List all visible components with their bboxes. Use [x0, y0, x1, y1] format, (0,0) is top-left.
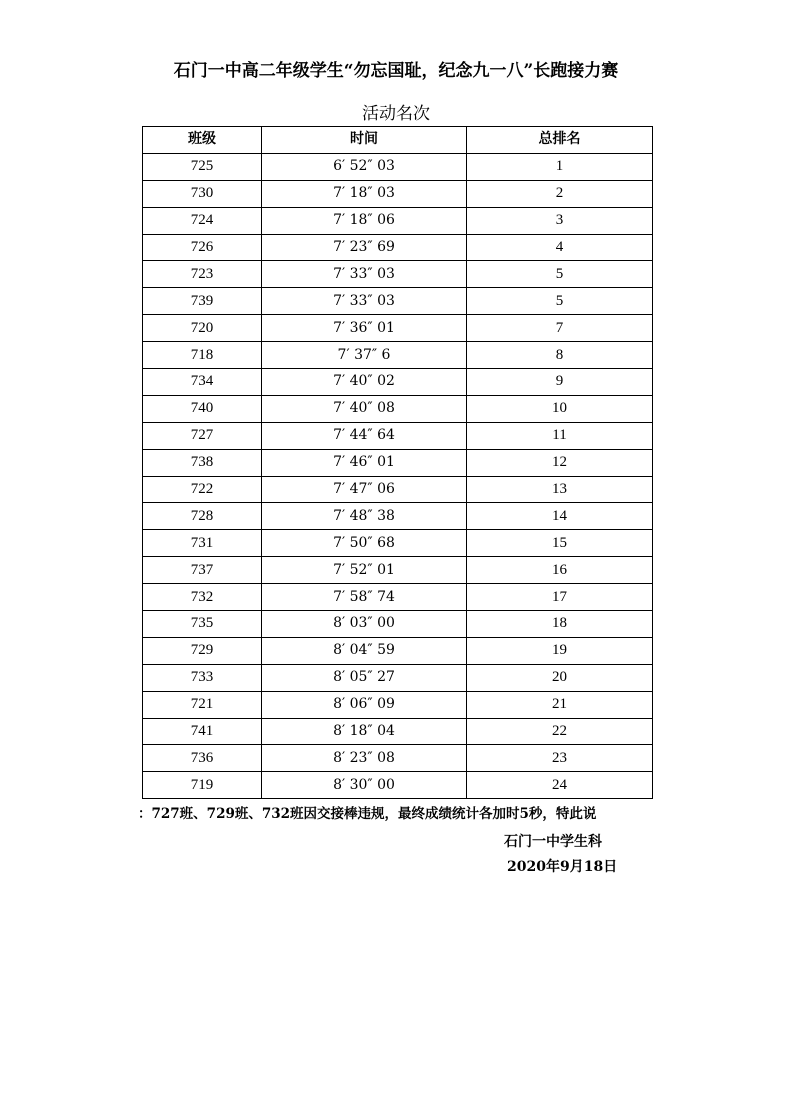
cell-class: 726: [143, 234, 262, 261]
cell-time: 8′ 30″ 00: [262, 772, 467, 799]
table-row: [143, 449, 653, 476]
cell-time: 7′ 40″ 08: [262, 395, 467, 422]
cell-time: 7′ 36″ 01: [262, 315, 467, 342]
cell-rank: 8: [467, 342, 653, 369]
cell-rank: 20: [467, 664, 653, 691]
cell-class: 736: [143, 745, 262, 772]
cell-class: 732: [143, 584, 262, 611]
cell-class: 724: [143, 207, 262, 234]
cell-rank: 10: [467, 395, 653, 422]
cell-time: 8′ 04″ 59: [262, 637, 467, 664]
cell-rank: 7: [467, 315, 653, 342]
issue-date: 2020年9月18日: [507, 859, 618, 875]
cell-rank: 15: [467, 530, 653, 557]
cell-class: 733: [143, 664, 262, 691]
cell-class: 721: [143, 691, 262, 718]
cell-class: 728: [143, 503, 262, 530]
cell-rank: 22: [467, 718, 653, 745]
cell-time: 7′ 52″ 01: [262, 557, 467, 584]
cell-time: 7′ 48″ 38: [262, 503, 467, 530]
cell-time: 8′ 18″ 04: [262, 718, 467, 745]
cell-rank: 2: [467, 180, 653, 207]
results-table: [142, 126, 653, 799]
cell-class: 740: [143, 395, 262, 422]
table-row: [143, 557, 653, 584]
cell-time: 7′ 18″ 03: [262, 180, 467, 207]
cell-rank: 18: [467, 611, 653, 638]
cell-rank: 11: [467, 422, 653, 449]
cell-time: 7′ 23″ 69: [262, 234, 467, 261]
table-row: [143, 772, 653, 799]
cell-rank: 5: [467, 261, 653, 288]
cell-time: 7′ 46″ 01: [262, 449, 467, 476]
table-row: [143, 611, 653, 638]
cell-time: 8′ 03″ 00: [262, 611, 467, 638]
cell-class: 735: [143, 611, 262, 638]
cell-rank: 23: [467, 745, 653, 772]
cell-time: 7′ 40″ 02: [262, 369, 467, 396]
cell-time: 7′ 18″ 06: [262, 207, 467, 234]
cell-rank: 24: [467, 772, 653, 799]
table-row: [143, 745, 653, 772]
document-title: 石门一中高二年级学生“勿忘国耻，纪念九一八”长跑接力赛: [173, 61, 619, 81]
cell-time: 7′ 58″ 74: [262, 584, 467, 611]
cell-class: 734: [143, 369, 262, 396]
cell-class: 731: [143, 530, 262, 557]
table-row: [143, 503, 653, 530]
cell-rank: 13: [467, 476, 653, 503]
cell-class: 720: [143, 315, 262, 342]
cell-time: 8′ 06″ 09: [262, 691, 467, 718]
cell-rank: 21: [467, 691, 653, 718]
cell-rank: 14: [467, 503, 653, 530]
table-row: [143, 637, 653, 664]
cell-class: 718: [143, 342, 262, 369]
cell-rank: 1: [467, 153, 653, 180]
cell-rank: 19: [467, 637, 653, 664]
table-row: [143, 664, 653, 691]
table-row: [143, 315, 653, 342]
cell-class: 737: [143, 557, 262, 584]
table-row: [143, 395, 653, 422]
cell-rank: 16: [467, 557, 653, 584]
cell-class: 729: [143, 637, 262, 664]
table-row: [143, 207, 653, 234]
header-time: 时间: [262, 127, 467, 154]
cell-time: 7′ 33″ 03: [262, 261, 467, 288]
note-text: ：727班、729班、732班因交接棒违规，最终成绩统计各加时5秒，特此说: [138, 806, 597, 822]
cell-class: 741: [143, 718, 262, 745]
cell-class: 719: [143, 772, 262, 799]
issuer: 石门一中学生科: [504, 834, 602, 850]
table-row: [143, 342, 653, 369]
table-body: [143, 153, 653, 798]
cell-rank: 3: [467, 207, 653, 234]
cell-time: 7′ 50″ 68: [262, 530, 467, 557]
cell-time: 7′ 44″ 64: [262, 422, 467, 449]
cell-time: 6′ 52″ 03: [262, 153, 467, 180]
table-header-row: [143, 127, 653, 154]
cell-rank: 9: [467, 369, 653, 396]
cell-time: 8′ 23″ 08: [262, 745, 467, 772]
cell-rank: 17: [467, 584, 653, 611]
document-subtitle: 活动名次: [362, 104, 430, 124]
cell-class: 739: [143, 288, 262, 315]
cell-rank: 5: [467, 288, 653, 315]
table-row: [143, 261, 653, 288]
table-row: [143, 584, 653, 611]
cell-time: 7′ 33″ 03: [262, 288, 467, 315]
cell-class: 738: [143, 449, 262, 476]
table-row: [143, 691, 653, 718]
cell-time: 7′ 47″ 06: [262, 476, 467, 503]
header-rank: 总排名: [467, 127, 653, 154]
table-row: [143, 234, 653, 261]
cell-class: 730: [143, 180, 262, 207]
cell-class: 727: [143, 422, 262, 449]
cell-class: 725: [143, 153, 262, 180]
table-row: [143, 530, 653, 557]
table-row: [143, 718, 653, 745]
cell-time: 8′ 05″ 27: [262, 664, 467, 691]
cell-rank: 12: [467, 449, 653, 476]
table-row: [143, 476, 653, 503]
table-row: [143, 422, 653, 449]
cell-class: 723: [143, 261, 262, 288]
table-row: [143, 369, 653, 396]
table-row: [143, 153, 653, 180]
cell-class: 722: [143, 476, 262, 503]
cell-rank: 4: [467, 234, 653, 261]
cell-time: 7′ 37″ 6: [262, 342, 467, 369]
table-row: [143, 288, 653, 315]
table-row: [143, 180, 653, 207]
header-class: 班级: [143, 127, 262, 154]
